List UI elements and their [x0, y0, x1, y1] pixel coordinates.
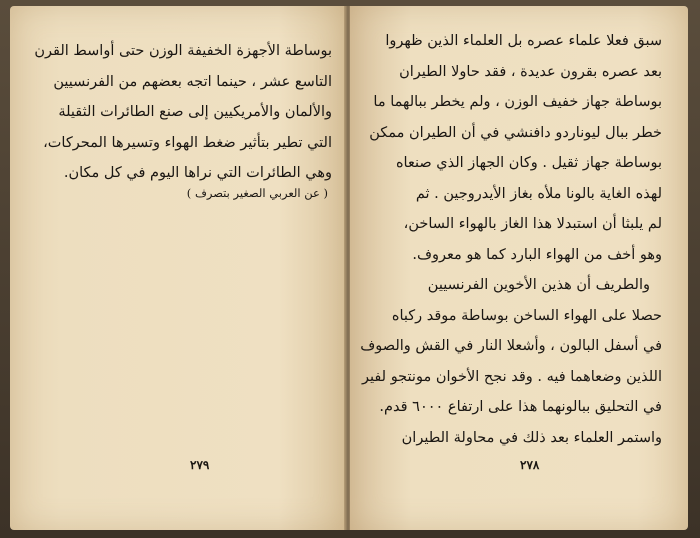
text-line: بعد عصره بقرون عديدة ، فقد حاولا الطيران	[399, 63, 662, 80]
right-page	[350, 6, 688, 530]
page-number: ٢٧٩	[190, 458, 210, 472]
page-number: ٢٧٨	[520, 458, 540, 472]
text-line: بوساطة جهاز خفيف الوزن ، ولم يخطر ببالهما ما	[373, 94, 662, 110]
text-line: خطر ببال ليوناردو دافنشي في أن الطيران ممكن	[369, 124, 662, 141]
left-page-body	[34, 36, 332, 189]
text-line: بوساطة الأجهزة الخفيفة الوزن حتى أواسط القرن	[34, 43, 332, 59]
text-line: اللذين وضعاهما فيه . وقد نجح الأخوان مونتجو لفير	[361, 368, 662, 385]
text-line: وهو أخف من الهواء البارد كما هو معروف.	[412, 246, 662, 263]
text-line: والطريف أن هذين الأخوين الفرنسيين	[427, 277, 650, 293]
text-line: بوساطة جهاز ثقيل . وكان الجهاز الذي صنعاه	[395, 155, 662, 171]
text-line: واستمر العلماء بعد ذلك في محاولة الطيران	[401, 429, 662, 446]
text-line: لم يلبثا أن استبدلا هذا الغاز بالهواء الساخن،	[403, 216, 662, 232]
source-note: ( عن العربي الصغير بتصرف )	[186, 186, 328, 200]
text-line: والألمان والأمريكيين إلى صنع الطائرات الثقيلة	[58, 104, 332, 120]
text-line: التي تطير بتأثير ضغط الهواء وتسيرها المحركات،	[43, 134, 332, 151]
text-line: التاسع عشر ، حينما اتجه بعضهم من الفرنسيين	[53, 73, 332, 90]
text-line: في أسفل البالون ، وأشعلا النار في القش والصوف	[360, 338, 662, 354]
text-line: حصلا على الهواء الساخن بوساطة موقد ركباه	[391, 307, 662, 324]
text-line: وهي الطائرات التي نراها اليوم في كل مكان.	[63, 165, 332, 181]
text-line: في التحليق ببالونهما هذا على ارتفاع ٦٠٠٠ قدم.	[379, 399, 662, 415]
text-line: سبق فعلا علماء عصره بل العلماء الذين ظهروا	[385, 33, 662, 49]
right-page-body	[360, 26, 662, 453]
text-line: لهذه الغاية بالونا ملأه بغاز الأيدروجين . ثم	[415, 185, 662, 202]
left-page	[10, 6, 346, 530]
